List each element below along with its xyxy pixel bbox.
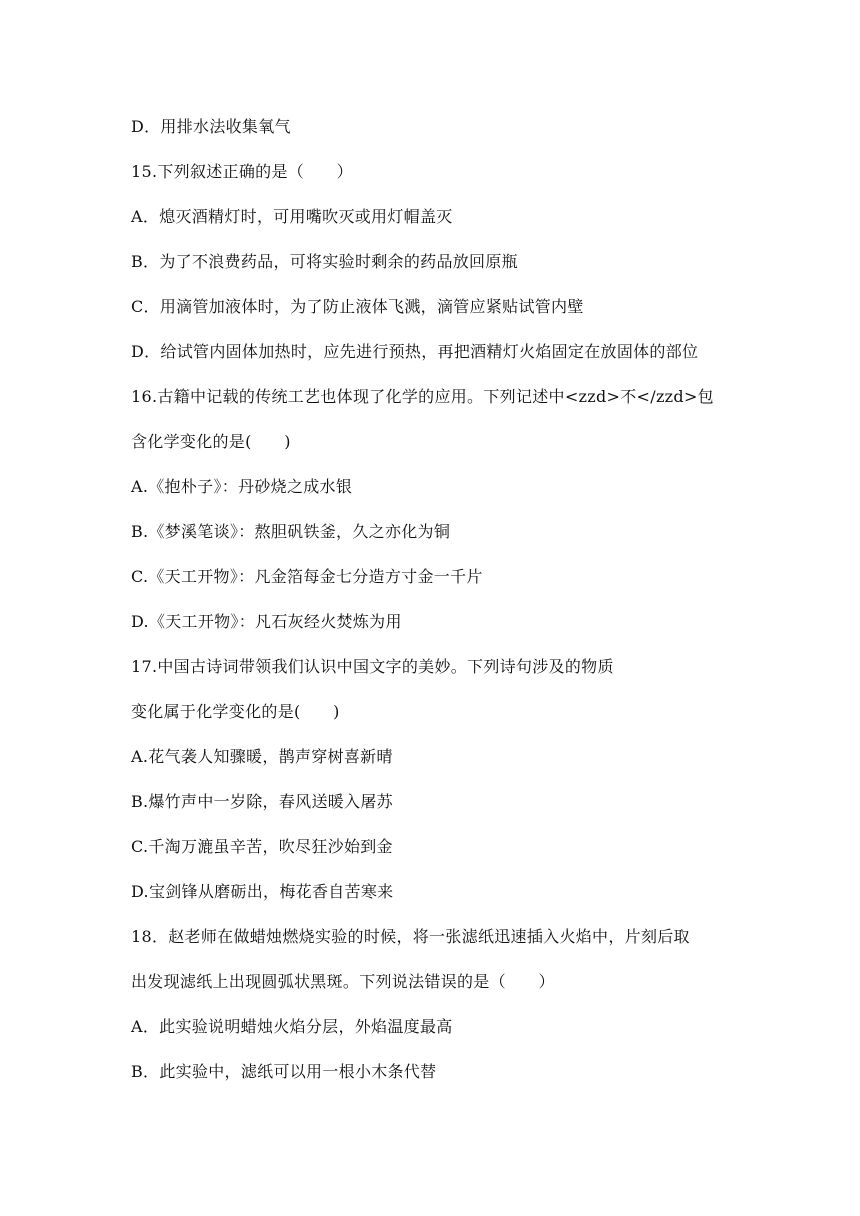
option-b-q15: B．为了不浪费药品，可将实验时剩余的药品放回原瓶 — [131, 252, 518, 271]
option-a-q17: A.花气袭人知骤暖，鹊声穿树喜新晴 — [131, 747, 393, 766]
option-b-q16: B.《梦溪笔谈》：熬胆矾铁釜，久之亦化为铜 — [131, 522, 451, 541]
option-b-q17: B.爆竹声中一岁除，春风送暖入屠苏 — [131, 792, 393, 811]
option-a-q15: A．熄灭酒精灯时，可用嘴吹灭或用灯帽盖灭 — [131, 207, 453, 226]
question-18-stem-line-2: 出发现滤纸上出现圆弧状黑斑。下列说法错误的是（ ） — [131, 972, 555, 991]
option-c-q15: C．用滴管加液体时，为了防止液体飞溅，滴管应紧贴试管内壁 — [131, 297, 584, 316]
question-18-stem-line-1: 18．赵老师在做蜡烛燃烧实验的时候，将一张滤纸迅速插入火焰中，片刻后取 — [131, 927, 690, 946]
option-c-q16: C.《天工开物》：凡金箔每金七分造方寸金一千片 — [131, 567, 483, 586]
question-16-stem-line-2: 含化学变化的是( ) — [131, 432, 291, 451]
option-c-q17: C.千淘万漉虽辛苦，吹尽狂沙始到金 — [131, 837, 393, 856]
question-17-stem-line-1: 17.中国古诗词带领我们认识中国文字的美妙。下列诗句涉及的物质 — [131, 657, 614, 676]
question-17-stem-line-2: 变化属于化学变化的是( ) — [131, 702, 340, 721]
option-a-q16: A.《抱朴子》：丹砂烧之成水银 — [131, 477, 353, 496]
option-d-q14: D．用排水法收集氧气 — [131, 117, 291, 136]
option-d-q15: D．给试管内固体加热时，应先进行预热，再把酒精灯火焰固定在放固体的部位 — [131, 342, 699, 361]
option-d-q16: D.《天工开物》：凡石灰经火焚炼为用 — [131, 612, 402, 631]
option-a-q18: A．此实验说明蜡烛火焰分层，外焰温度最高 — [131, 1017, 453, 1036]
question-15-stem: 15.下列叙述正确的是（ ） — [131, 162, 353, 181]
option-b-q18: B．此实验中，滤纸可以用一根小木条代替 — [131, 1062, 437, 1081]
question-16-stem-line-1: 16.古籍中记载的传统工艺也体现了化学的应用。下列记述中<zzd>不</zzd>包 — [131, 387, 714, 406]
option-d-q17: D.宝剑锋从磨砺出，梅花香自苦寒来 — [131, 882, 394, 901]
